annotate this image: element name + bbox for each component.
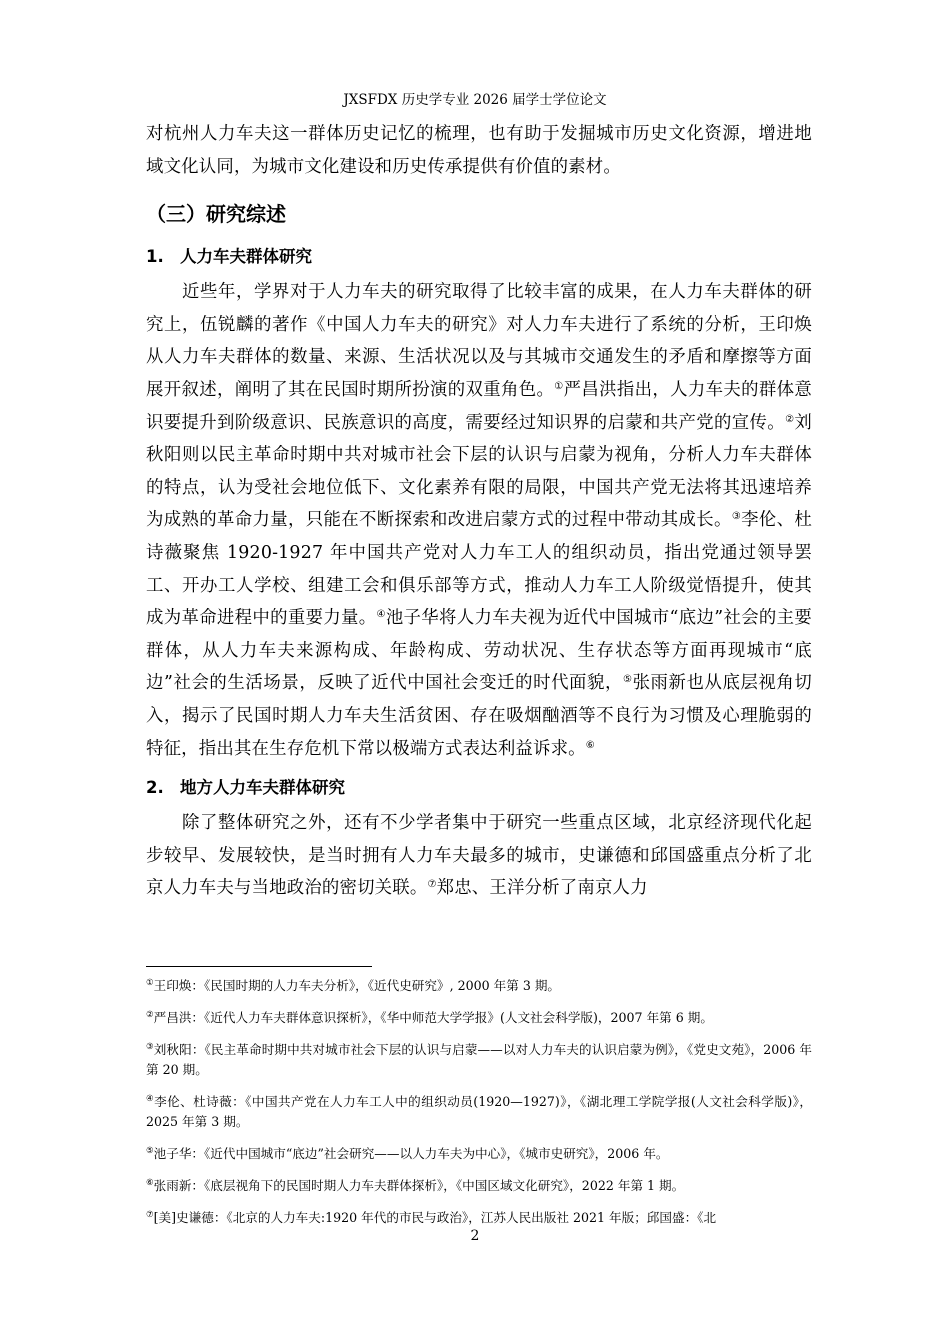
footnote-mark: ④ [146, 1094, 155, 1104]
intro-paragraph: 对杭州人力车夫这一群体历史记忆的梳理，也有助于发掘城市历史文化资源，增进地域文化认同，为城市文化建设和历史传承提供有价值的素材。 [146, 124, 812, 177]
footnote [146, 1144, 812, 1164]
subsection-title: 人力车夫群体研究 [180, 247, 312, 267]
subsection-heading-2 [146, 773, 812, 803]
footnote [146, 1208, 812, 1228]
text-run: 池子华将人力车夫视为近代中国城市“底边”社会的主要群体，从人力车夫来源构成、年龄构成、劳动状况、生存状态等方面再现城市“底边”社会的生活场景，反映了近代中国社会变迁的时代面貌， [146, 608, 812, 694]
footnote-ref[interactable]: ⑤ [623, 674, 633, 686]
footnote [146, 1176, 812, 1196]
footnote-text: 张雨新：《底层视角下的民国时期人力车夫群体探析》，《中国区域文化研究》，2022 年第 1 期。 [153, 1178, 685, 1193]
footnote-mark: ⑥ [146, 1178, 154, 1188]
text-run: 郑忠、王洋分析了南京人力 [436, 878, 648, 899]
text-run: 刘秋阳则以民主革命时期中共对城市社会下层的认识与启蒙为视角，分析人力车夫群体的特点，认为受社会地位低下、文化素养有限的局限，中国共产党无法将其迅速培养为成熟的革命力量，只能在不断探索和改进启蒙方式的过程中带动其成长。 [146, 412, 812, 531]
subsection-number: 2. [146, 778, 164, 798]
footnote-mark: ② [146, 1010, 154, 1020]
footnote [146, 1040, 812, 1080]
page-number: 2 [470, 1228, 480, 1244]
footnote [146, 1092, 812, 1132]
text-run: 张雨新也从底层视角切入，揭示了民国时期人力车夫生活贫困、存在吸烟酗酒等不良行为习惯及心理脆弱的特征，指出其在生存危机下常以极端方式表达利益诉求。 [146, 673, 812, 759]
footnote-ref[interactable]: ⑥ [585, 739, 595, 751]
footnote-ref[interactable]: ② [785, 413, 795, 425]
text-run: 李伦、杜诗薇聚焦 1920-1927 年中国共产党对人力车工人的组织动员，指出党通过领导罢工、开办工人学校、组建工会和俱乐部等方式，推动人力车工人阶级觉悟提升，使其成为革命进程中的重要力量。 [146, 510, 812, 629]
running-header: JXSFDX 历史学专业 2026 届学士学位论文 [343, 92, 607, 108]
footnote-ref[interactable]: ③ [731, 511, 742, 523]
footnote-text: 李伦、杜诗薇：《中国共产党在人力车工人中的组织动员(1920—1927)》，《湖北理工学院学报(人文社会科学版)》，2025 年第 3 期。 [146, 1094, 813, 1129]
subsection-title: 地方人力车夫群体研究 [180, 778, 345, 798]
footnote-text: 刘秋阳：《民主革命时期中共对城市社会下层的认识与启蒙——以对人力车夫的认识启蒙为例》，《党史文苑》，2006 年第 20 期。 [146, 1042, 813, 1077]
footnote-mark: ③ [146, 1042, 154, 1052]
footnote [146, 976, 812, 996]
footnote-ref[interactable]: ① [554, 380, 564, 392]
body-text [146, 118, 812, 905]
subsection-number: 1. [146, 247, 164, 267]
footnote-ref[interactable]: ④ [376, 609, 386, 621]
paragraph-group-research [146, 276, 812, 765]
footnote-text: 严昌洪：《近代人力车夫群体意识探析》，《华中师范大学学报》(人文社会科学版)，2007 年第 6 期。 [153, 1010, 713, 1025]
text-run: 近些年，学界对于人力车夫的研究取得了比较丰富的成果，在人力车夫群体的研究上，伍锐麟的著作《中国人力车夫的研究》对人力车夫进行了系统的分析，王印焕从人力车夫群体的数量、来源、生活状况以及与其城市交通发生的矛盾和摩擦等方面展开叙述，阐明了其在民国时期所扮演的双重角色。 [146, 282, 812, 400]
footnotes [146, 976, 812, 1228]
footnote-mark: ⑤ [146, 1146, 154, 1156]
footnote-text: 池子华：《近代中国城市“底边”社会研究——以人力车夫为中心》，《城市史研究》，2006 年。 [153, 1146, 669, 1161]
footnote [146, 1008, 812, 1028]
text-run: 严昌洪指出，人力车夫的群体意识要提升到阶级意识、民族意识的高度，需要经过知识界的启蒙和共产党的宣传。 [146, 379, 812, 433]
footnote-mark: ① [146, 978, 154, 988]
footnote-separator [146, 966, 372, 967]
text-run: 除了整体研究之外，还有不少学者集中于研究一些重点区域，北京经济现代化起步较早、发展较快，是当时拥有人力车夫最多的城市，史谦德和邱国盛重点分析了北京人力车夫与当地政治的密切关联。 [146, 813, 812, 899]
footnote-text: [美]史谦德：《北京的人力车夫:1920 年代的市民与政治》，江苏人民出版社 2021 年版；邱国盛：《北 [153, 1210, 717, 1225]
footnote-mark: ⑦ [146, 1210, 154, 1220]
footnote-text: 王印焕：《民国时期的人力车夫分析》，《近代史研究》, 2000 年第 3 期。 [153, 978, 561, 993]
paragraph-local-research [146, 807, 812, 905]
section-heading: （三）研究综述 [146, 202, 286, 227]
footnote-ref[interactable]: ⑦ [427, 879, 437, 891]
subsection-heading-1 [146, 242, 812, 272]
